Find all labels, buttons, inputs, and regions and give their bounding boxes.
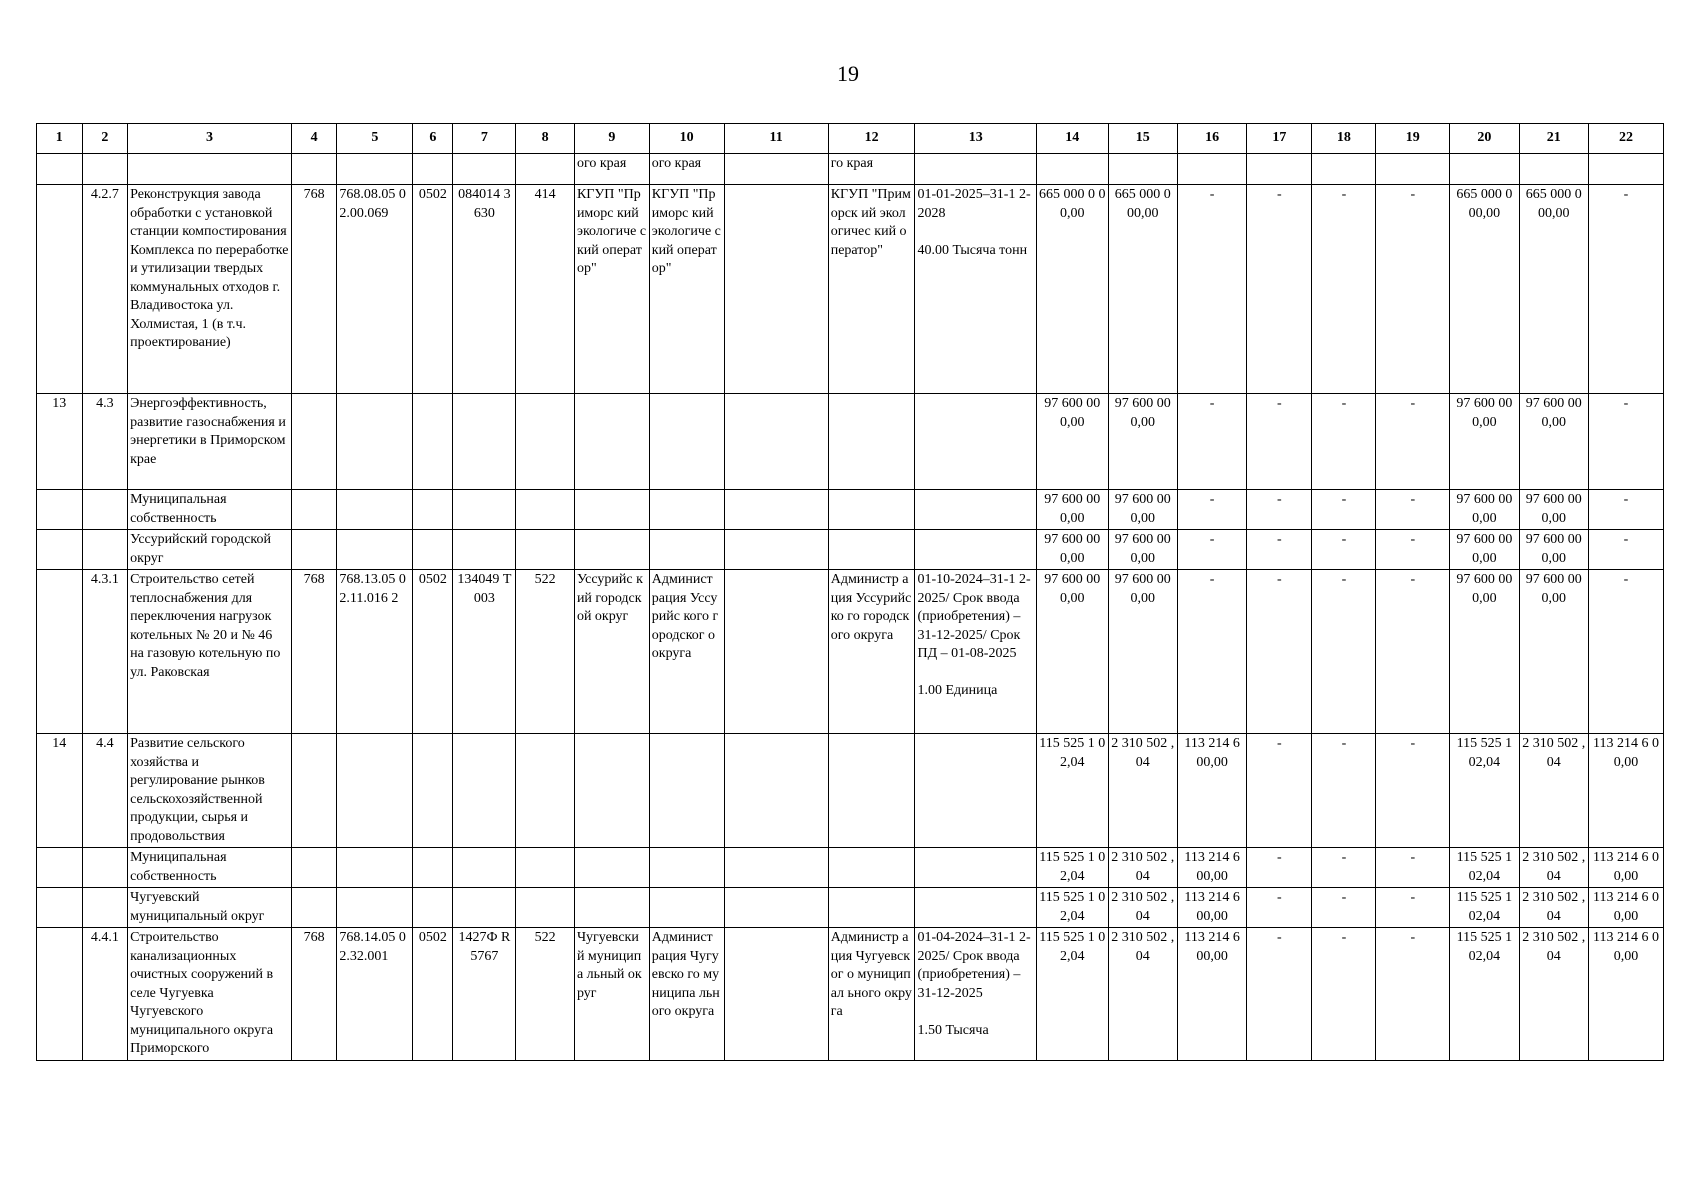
- table-cell: [337, 490, 413, 530]
- table-cell: -: [1312, 570, 1376, 734]
- table-cell: 4.3: [82, 394, 128, 490]
- table-cell: 768.13.05 02.11.016 2: [337, 570, 413, 734]
- table-cell: [453, 734, 516, 848]
- table-cell: [337, 848, 413, 888]
- table-cell: 115 525 1 02,04: [1450, 848, 1519, 888]
- table-cell: КГУП "Приморск ий экологичес кий оператор": [828, 185, 915, 394]
- table-cell: [453, 530, 516, 570]
- table-row: [37, 848, 1664, 888]
- table-cell: [453, 154, 516, 185]
- table-cell: [1376, 154, 1450, 185]
- table-cell: [915, 394, 1036, 490]
- table-cell: 97 600 00 0,00: [1036, 490, 1108, 530]
- table-cell: [37, 570, 83, 734]
- table-cell: 768.14.05 02.32.001: [337, 928, 413, 1061]
- table-cell: [724, 848, 828, 888]
- table-cell: 97 600 00 0,00: [1519, 570, 1588, 734]
- table-cell: [413, 888, 453, 928]
- table-cell: [724, 530, 828, 570]
- table-cell: [37, 154, 83, 185]
- table-cell: [1108, 154, 1177, 185]
- column-header: 3: [128, 124, 292, 154]
- table-cell: [337, 394, 413, 490]
- table-cell: [1247, 154, 1312, 185]
- table-cell: Уссурийский городской округ: [128, 530, 292, 570]
- table-cell: [574, 734, 649, 848]
- table-cell: 97 600 00 0,00: [1108, 530, 1177, 570]
- table-cell: [337, 530, 413, 570]
- table-cell: Муниципальная собственность: [128, 490, 292, 530]
- table-cell: [724, 185, 828, 394]
- table-row: [37, 570, 1664, 734]
- table-cell: [291, 888, 337, 928]
- table-cell: Админист рация Чугуевско го муниципа льного округа: [649, 928, 724, 1061]
- column-header: 17: [1247, 124, 1312, 154]
- column-header: 13: [915, 124, 1036, 154]
- table-cell: 134049 Т003: [453, 570, 516, 734]
- table-cell: -: [1247, 490, 1312, 530]
- table-cell: 115 525 1 02,04: [1036, 848, 1108, 888]
- column-header: 5: [337, 124, 413, 154]
- table-cell: [828, 490, 915, 530]
- table-cell: [37, 928, 83, 1061]
- table-cell: 97 600 00 0,00: [1519, 530, 1588, 570]
- table-cell: 113 214 6 00,00: [1588, 848, 1663, 888]
- table-cell: [516, 848, 575, 888]
- column-header: 14: [1036, 124, 1108, 154]
- table-cell: 97 600 00 0,00: [1036, 394, 1108, 490]
- table-cell: [724, 394, 828, 490]
- table-cell: [82, 154, 128, 185]
- table-cell: 113 214 6 00,00: [1177, 848, 1246, 888]
- table-row: [37, 734, 1664, 848]
- table-cell: 115 525 1 02,04: [1450, 928, 1519, 1061]
- table-cell: [724, 154, 828, 185]
- table-cell: 665 000 0 00,00: [1108, 185, 1177, 394]
- table-cell: [291, 394, 337, 490]
- table-cell: [1519, 154, 1588, 185]
- table-cell: Энергоэффективность, развитие газоснабжения и энергетики в Приморском крае: [128, 394, 292, 490]
- table-cell: 2 310 502 ,04: [1108, 734, 1177, 848]
- table-cell: [574, 888, 649, 928]
- table-cell: [828, 394, 915, 490]
- table-cell: -: [1376, 734, 1450, 848]
- table-cell: 113 214 6 00,00: [1177, 734, 1246, 848]
- table-cell: [915, 154, 1036, 185]
- table-cell: [128, 154, 292, 185]
- table-cell: Админист рация Уссурийс кого городског о округа: [649, 570, 724, 734]
- table-cell: 113 214 6 00,00: [1588, 928, 1663, 1061]
- table-cell: 14: [37, 734, 83, 848]
- table-cell: 0502: [413, 928, 453, 1061]
- table-cell: 768: [291, 570, 337, 734]
- table-cell: [1312, 154, 1376, 185]
- table-cell: 1427Ф R5767: [453, 928, 516, 1061]
- table-cell: [291, 154, 337, 185]
- table-cell: [915, 734, 1036, 848]
- table-cell: 113 214 6 00,00: [1588, 734, 1663, 848]
- table-cell: 97 600 00 0,00: [1036, 530, 1108, 570]
- table-cell: -: [1247, 394, 1312, 490]
- table-cell: [413, 848, 453, 888]
- table-cell: [724, 888, 828, 928]
- table-row: [37, 185, 1664, 394]
- table-cell: 665 000 0 00,00: [1450, 185, 1519, 394]
- table-cell: [828, 888, 915, 928]
- table-cell: 4.3.1: [82, 570, 128, 734]
- column-header: 15: [1108, 124, 1177, 154]
- table-cell: [516, 734, 575, 848]
- table-cell: [37, 490, 83, 530]
- table-cell: -: [1312, 490, 1376, 530]
- table-cell: 97 600 00 0,00: [1450, 530, 1519, 570]
- table-cell: [574, 530, 649, 570]
- table-cell: [82, 490, 128, 530]
- table-cell: [724, 490, 828, 530]
- table-cell: -: [1247, 888, 1312, 928]
- column-header: 22: [1588, 124, 1663, 154]
- table-cell: [337, 888, 413, 928]
- table-cell: -: [1376, 888, 1450, 928]
- table-cell: 97 600 00 0,00: [1108, 570, 1177, 734]
- table-cell: [915, 530, 1036, 570]
- table-cell: 97 600 00 0,00: [1450, 394, 1519, 490]
- column-header: 20: [1450, 124, 1519, 154]
- table-cell: -: [1312, 888, 1376, 928]
- table-cell: [828, 530, 915, 570]
- table-cell: [1588, 154, 1663, 185]
- column-header: 9: [574, 124, 649, 154]
- table-cell: 115 525 1 02,04: [1036, 888, 1108, 928]
- table-cell: 01-04-2024–31-1 2-2025/ Срок ввода (приобретения) – 31-12-2025 1.50 Тысяча: [915, 928, 1036, 1061]
- column-header: 19: [1376, 124, 1450, 154]
- column-header: 4: [291, 124, 337, 154]
- table-cell: [574, 394, 649, 490]
- table-cell: -: [1588, 490, 1663, 530]
- table-cell: [1177, 154, 1246, 185]
- table-cell: [649, 888, 724, 928]
- table-cell: ого края: [574, 154, 649, 185]
- table-cell: 97 600 00 0,00: [1036, 570, 1108, 734]
- table-cell: [649, 848, 724, 888]
- table-cell: -: [1247, 185, 1312, 394]
- table-cell: 2 310 502 ,04: [1108, 888, 1177, 928]
- table-cell: Строительство сетей теплоснабжения для переключения нагрузок котельных № 20 и № 46 на газовую котельную по ул. Раковская: [128, 570, 292, 734]
- header-row: [37, 124, 1664, 154]
- investment-table: [36, 123, 1664, 1061]
- table-cell: -: [1376, 490, 1450, 530]
- table-cell: Администр ация Чугуевског о муниципал ьного округа: [828, 928, 915, 1061]
- table-cell: [1036, 154, 1108, 185]
- table-cell: КГУП "Приморс кий экологиче ский оператор": [574, 185, 649, 394]
- table-cell: 4.4: [82, 734, 128, 848]
- table-cell: 115 525 1 02,04: [1036, 928, 1108, 1061]
- table-cell: [516, 394, 575, 490]
- table-row: [37, 530, 1664, 570]
- table-cell: 2 310 502 ,04: [1108, 848, 1177, 888]
- table-cell: ого края: [649, 154, 724, 185]
- table-cell: КГУП "Приморс кий экологиче ский оператор": [649, 185, 724, 394]
- table-cell: -: [1376, 185, 1450, 394]
- table-cell: [291, 490, 337, 530]
- table-cell: [453, 490, 516, 530]
- table-cell: [516, 490, 575, 530]
- table-cell: 2 310 502 ,04: [1519, 734, 1588, 848]
- table-cell: [453, 848, 516, 888]
- table-cell: [82, 530, 128, 570]
- table-cell: 2 310 502 ,04: [1519, 888, 1588, 928]
- table-cell: [291, 734, 337, 848]
- table-cell: [724, 928, 828, 1061]
- table-cell: [915, 888, 1036, 928]
- column-header: 2: [82, 124, 128, 154]
- table-cell: -: [1247, 734, 1312, 848]
- table-cell: -: [1376, 530, 1450, 570]
- table-cell: -: [1312, 848, 1376, 888]
- table-cell: [453, 888, 516, 928]
- column-header: 7: [453, 124, 516, 154]
- table-cell: [516, 530, 575, 570]
- column-header: 11: [724, 124, 828, 154]
- table-cell: 665 000 0 00,00: [1519, 185, 1588, 394]
- table-cell: -: [1588, 185, 1663, 394]
- table-cell: 13: [37, 394, 83, 490]
- table-cell: -: [1312, 734, 1376, 848]
- table-cell: Строительство канализационных очистных сооружений в селе Чугуевка Чугуевского муниципального округа Приморского: [128, 928, 292, 1061]
- table-cell: [516, 154, 575, 185]
- table-cell: [1450, 154, 1519, 185]
- table-cell: Муниципальная собственность: [128, 848, 292, 888]
- table-cell: -: [1247, 530, 1312, 570]
- table-cell: [828, 848, 915, 888]
- table-cell: [291, 848, 337, 888]
- table-cell: -: [1312, 928, 1376, 1061]
- table-cell: [649, 734, 724, 848]
- table-cell: -: [1312, 185, 1376, 394]
- table-cell: -: [1177, 490, 1246, 530]
- table-cell: 97 600 00 0,00: [1450, 490, 1519, 530]
- table-cell: [291, 530, 337, 570]
- table-cell: [413, 734, 453, 848]
- table-cell: -: [1177, 394, 1246, 490]
- table-cell: 115 525 1 02,04: [1036, 734, 1108, 848]
- table-cell: -: [1177, 530, 1246, 570]
- table-cell: [37, 888, 83, 928]
- table-row: [37, 928, 1664, 1061]
- table-cell: 665 000 0 00,00: [1036, 185, 1108, 394]
- table-cell: 0502: [413, 185, 453, 394]
- table-cell: 522: [516, 928, 575, 1061]
- table-cell: [37, 185, 83, 394]
- table-cell: Чугуевский муниципальный округ: [128, 888, 292, 928]
- table-cell: 768: [291, 185, 337, 394]
- table-cell: 113 214 6 00,00: [1177, 928, 1246, 1061]
- column-header: 6: [413, 124, 453, 154]
- table-cell: 115 525 1 02,04: [1450, 734, 1519, 848]
- table-cell: го края: [828, 154, 915, 185]
- table-cell: 2 310 502 ,04: [1519, 928, 1588, 1061]
- table-cell: 97 600 00 0,00: [1519, 394, 1588, 490]
- table-cell: -: [1247, 928, 1312, 1061]
- table-cell: [37, 530, 83, 570]
- table-cell: 113 214 6 00,00: [1588, 888, 1663, 928]
- table-cell: [413, 394, 453, 490]
- table-row: [37, 888, 1664, 928]
- table-cell: -: [1312, 394, 1376, 490]
- table-cell: 97 600 00 0,00: [1519, 490, 1588, 530]
- table-cell: [828, 734, 915, 848]
- column-header: 12: [828, 124, 915, 154]
- table-cell: [649, 490, 724, 530]
- table-cell: Реконструкция завода обработки с установкой станции компостирования Комплекса по переработке и утилизации твердых коммунальных отходов г. Владивостока ул. Холмистая, 1 (в т.ч. проектирование): [128, 185, 292, 394]
- table-cell: 2 310 502 ,04: [1519, 848, 1588, 888]
- table-cell: 414: [516, 185, 575, 394]
- table-cell: Развитие сельского хозяйства и регулирование рынков сельскохозяйственной продукции, сырья и продовольствия: [128, 734, 292, 848]
- table-cell: 0502: [413, 570, 453, 734]
- table-cell: [37, 848, 83, 888]
- table-cell: [413, 154, 453, 185]
- table-cell: -: [1376, 394, 1450, 490]
- table-cell: 97 600 00 0,00: [1108, 490, 1177, 530]
- table-cell: -: [1177, 185, 1246, 394]
- column-header: 8: [516, 124, 575, 154]
- table-cell: 522: [516, 570, 575, 734]
- page-number: 19: [837, 61, 859, 86]
- table-row: [37, 394, 1664, 490]
- table-cell: -: [1177, 570, 1246, 734]
- table-cell: [574, 848, 649, 888]
- table-row: [37, 490, 1664, 530]
- table-cell: [724, 570, 828, 734]
- table-cell: Уссурийс кий городской округ: [574, 570, 649, 734]
- table-row: [37, 154, 1664, 185]
- table-body: [37, 124, 1664, 1061]
- table-cell: -: [1247, 570, 1312, 734]
- table-cell: 01-01-2025–31-1 2-2028 40.00 Тысяча тонн: [915, 185, 1036, 394]
- table-cell: [516, 888, 575, 928]
- column-header: 18: [1312, 124, 1376, 154]
- table-cell: Чугуевски й муниципа льный округ: [574, 928, 649, 1061]
- table-cell: -: [1588, 394, 1663, 490]
- table-cell: 97 600 00 0,00: [1108, 394, 1177, 490]
- table-cell: 084014 3630: [453, 185, 516, 394]
- table-cell: 4.4.1: [82, 928, 128, 1061]
- table-cell: [82, 848, 128, 888]
- table-cell: [574, 490, 649, 530]
- table-cell: [649, 394, 724, 490]
- table-cell: 4.2.7: [82, 185, 128, 394]
- table-cell: [453, 394, 516, 490]
- table-cell: Администр ация Уссурийско го городского округа: [828, 570, 915, 734]
- column-header: 10: [649, 124, 724, 154]
- table-cell: 01-10-2024–31-1 2-2025/ Срок ввода (приобретения) – 31-12-2025/ Срок ПД – 01-08-2025 1.00 Единица: [915, 570, 1036, 734]
- table-cell: [337, 734, 413, 848]
- table-cell: [724, 734, 828, 848]
- table-cell: 768.08.05 02.00.069: [337, 185, 413, 394]
- table-cell: [413, 530, 453, 570]
- table-cell: -: [1312, 530, 1376, 570]
- table-cell: -: [1588, 570, 1663, 734]
- table-cell: [915, 490, 1036, 530]
- table-cell: [337, 154, 413, 185]
- table-cell: [413, 490, 453, 530]
- table-cell: 768: [291, 928, 337, 1061]
- table-cell: [915, 848, 1036, 888]
- table-cell: 97 600 00 0,00: [1450, 570, 1519, 734]
- table-cell: 2 310 502 ,04: [1108, 928, 1177, 1061]
- table-cell: -: [1376, 570, 1450, 734]
- table-cell: [82, 888, 128, 928]
- column-header: 1: [37, 124, 83, 154]
- table-cell: -: [1376, 848, 1450, 888]
- column-header: 16: [1177, 124, 1246, 154]
- table-cell: [649, 530, 724, 570]
- table-cell: 113 214 6 00,00: [1177, 888, 1246, 928]
- table-cell: -: [1376, 928, 1450, 1061]
- table-cell: 115 525 1 02,04: [1450, 888, 1519, 928]
- table-cell: -: [1247, 848, 1312, 888]
- column-header: 21: [1519, 124, 1588, 154]
- table-cell: -: [1588, 530, 1663, 570]
